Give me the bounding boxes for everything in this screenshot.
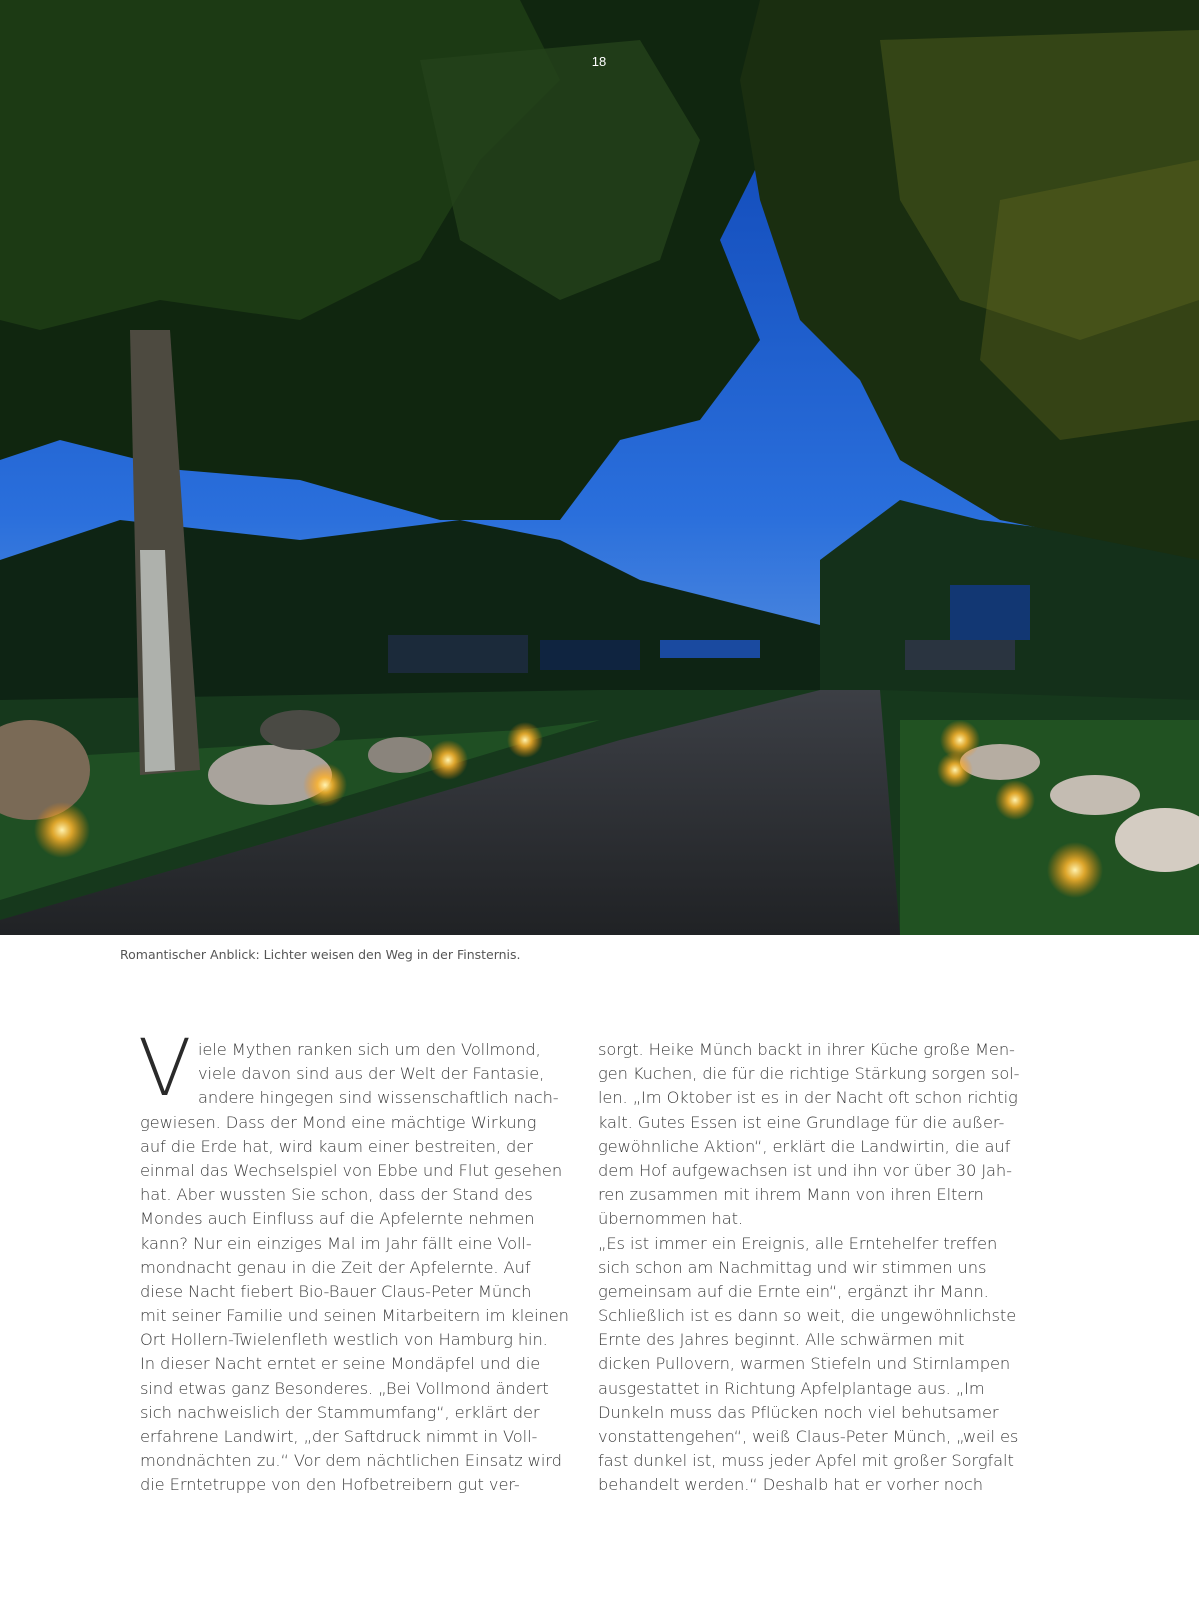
article-line: Dunkeln muss das Pflücken noch viel behutsamer [598, 1402, 999, 1422]
article-line: Mondes auch Einfluss auf die Apfelernte nehmen [140, 1209, 535, 1229]
article-line: auf die Erde hat, wird kaum einer bestreiten, der [140, 1136, 533, 1156]
article-line: hat. Aber wussten Sie schon, dass der Stand des [140, 1185, 533, 1205]
article-line: gemeinsam auf die Ernte ein“, ergänzt ihr Mann. [598, 1281, 989, 1301]
article-column-right [598, 1038, 1028, 1498]
page-number: 18 [591, 54, 607, 69]
article-line: sich schon am Nachmittag und wir stimmen uns [598, 1257, 987, 1277]
article-line: In dieser Nacht erntet er seine Mondäpfel und die [140, 1354, 541, 1374]
article-line: sind etwas ganz Besonderes. „Bei Vollmond ändert [140, 1378, 549, 1398]
article-line: dem Hof aufgewachsen ist und ihn vor über 30 Jah- [598, 1160, 1012, 1180]
article-line: gen Kuchen, die für die richtige Stärkung sorgen sol- [598, 1064, 1020, 1084]
article-line: die Erntetruppe von den Hofbetreibern gut ver- [140, 1475, 520, 1495]
drop-cap: V [138, 1024, 192, 1114]
article-line: behandelt werden.“ Deshalb hat er vorher noch [598, 1475, 983, 1495]
article-line: Ernte des Jahres beginnt. Alle schwärmen mit [598, 1330, 965, 1350]
article-line: erfahrene Landwirt, „der Saftdruck nimmt in Voll- [140, 1427, 538, 1446]
article-line: einmal das Wechselspiel von Ebbe und Flut gesehen [140, 1160, 563, 1180]
article-line: diese Nacht fiebert Bio-Bauer Claus-Peter Münch [140, 1281, 532, 1301]
article-line: übernommen hat. [598, 1209, 743, 1229]
article-line: ren zusammen mit ihrem Mann von ihren Eltern [598, 1185, 984, 1205]
article-line: Ort Hollern-Twielenfleth westlich von Hamburg hin. [140, 1330, 548, 1350]
article-line: kann? Nur ein einziges Mal im Jahr fällt eine Voll- [140, 1233, 532, 1253]
article-line: iele Mythen ranken sich um den Vollmond, [198, 1040, 541, 1059]
article-line: fast dunkel ist, muss jeder Apfel mit großer Sorgfalt [598, 1451, 1014, 1471]
article-line: ausgestattet in Richtung Apfelplantage aus. „Im [598, 1378, 985, 1398]
photo-caption: Romantischer Anblick: Lichter weisen den Weg in der Finsternis. [120, 947, 521, 962]
article-line: mit seiner Familie und seinen Mitarbeitern im kleinen [140, 1306, 569, 1326]
article-line: gewiesen. Dass der Mond eine mächtige Wirkung [140, 1112, 537, 1132]
article-line: mondnächten zu.“ Vor dem nächtlichen Einsatz wird [140, 1451, 562, 1471]
article-line: vonstattengehen“, weiß Claus-Peter Münch, „weil es [598, 1427, 1019, 1446]
article-column-left [140, 1038, 570, 1498]
article-line: sich nachweislich der Stammumfang“, erklärt der [140, 1402, 540, 1422]
article-line: „Es ist immer ein Ereignis, alle Erntehelfer treffen [598, 1233, 998, 1253]
article-line: mondnacht genau in die Zeit der Apfelernte. Auf [140, 1257, 531, 1277]
article-line: viele davon sind aus der Welt der Fantasie, [198, 1064, 545, 1084]
article-line: andere hingegen sind wissenschaftlich nach- [198, 1088, 559, 1108]
article-line: dicken Pullovern, warmen Stiefeln und Stirnlampen [598, 1354, 1011, 1374]
article-line: gewöhnliche Aktion“, erklärt die Landwirtin, die auf [598, 1136, 1011, 1156]
article-line: kalt. Gutes Essen ist eine Grundlage für die außer- [598, 1112, 1005, 1132]
article-line: sorgt. Heike Münch backt in ihrer Küche große Men- [598, 1040, 1015, 1059]
article-line: len. „Im Oktober ist es in der Nacht oft schon richtig [598, 1088, 1018, 1108]
article-line: Schließlich ist es dann so weit, die ungewöhnlichste [598, 1306, 1017, 1326]
